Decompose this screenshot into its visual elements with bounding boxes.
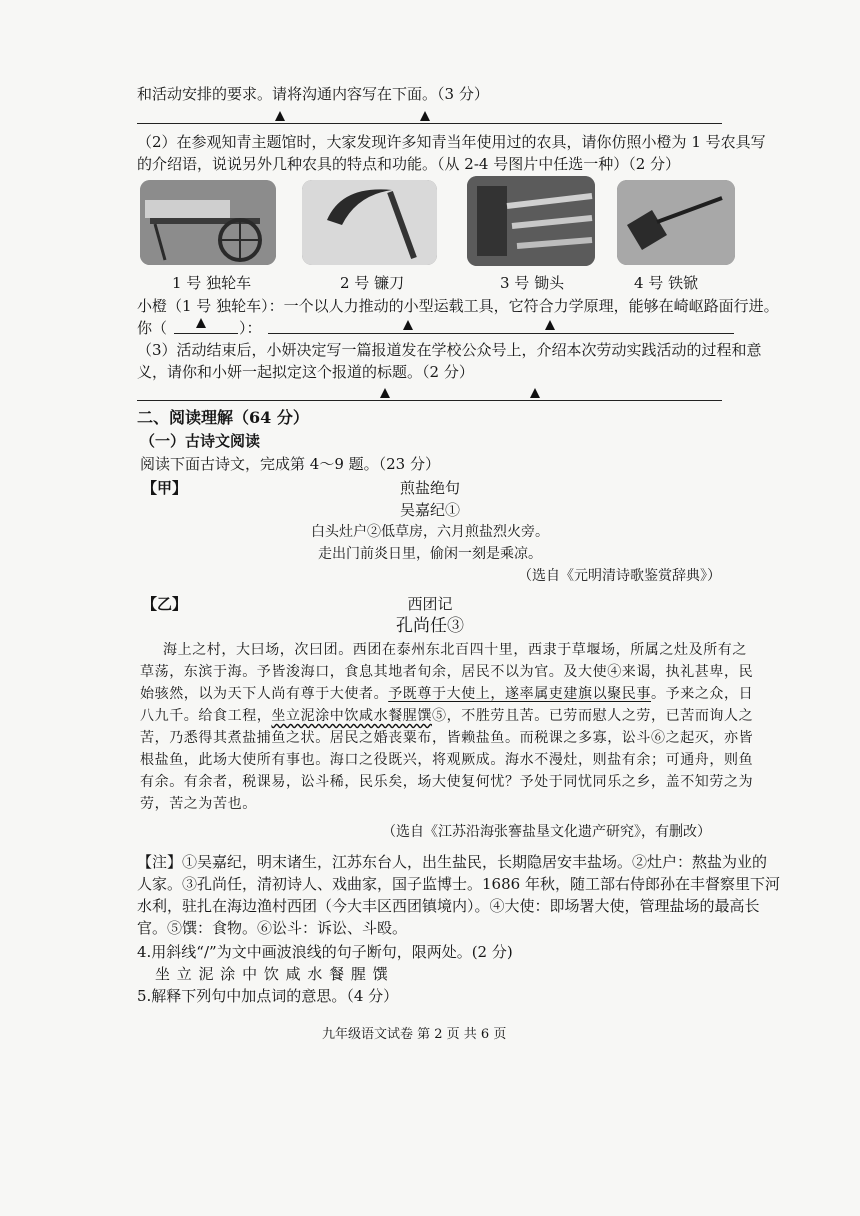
answer-marker-icon — [545, 320, 555, 330]
poem-line-1: 白头灶户②低草房，六月煎盐烈火旁。 — [311, 524, 549, 540]
prose-line-4-note: ⑤ — [432, 708, 447, 724]
reading-instruction: 阅读下面古诗文，完成第 4～9 题。（23 分） — [140, 455, 440, 473]
wavy-sentence: 坐立泥涂中饮咸水餐腥馔 — [271, 708, 433, 724]
tool-intro-answer-line[interactable] — [268, 333, 734, 334]
prose-line-6: 根盐鱼，此场大使所有事也。海口之役既兴，将观厥成。海水不漫灶，则盐有余；可通舟，则鱼 — [140, 752, 754, 768]
sickle-photo — [302, 180, 437, 265]
prose-line-3b: 。予来之众，日 — [651, 686, 754, 702]
q3-2-line1: （2）在参观知青主题馆时，大家发现许多知青当年使用过的农具，请你仿照小橙为 1 号农具写 — [137, 133, 766, 151]
tool-caption-1: 1 号 独轮车 — [172, 274, 252, 292]
answer-marker-icon — [420, 111, 430, 121]
q3-3-line2: 义，请你和小妍一起拟定这个报道的标题。（2 分） — [137, 363, 474, 381]
headline-answer-line[interactable] — [137, 400, 722, 401]
answer-marker-icon — [380, 388, 390, 398]
wheelbarrow-icon — [140, 180, 276, 265]
poem-line-2: 走出门前炎日里，偷闲一刻是乘凉。 — [318, 546, 542, 562]
hoe-photo — [467, 176, 595, 266]
prose-title: 西团记 — [407, 595, 453, 613]
xiaocheng-intro: 小橙（1 号 独轮车）：一个以人力推动的小型运载工具，它符合力学原理，能够在崎岖路面行进。 — [137, 297, 779, 315]
poem-source: （选自《元明清诗歌鉴赏辞典》） — [518, 568, 721, 584]
question-5: 5.解释下列句中加点词的意思。（4 分） — [137, 987, 399, 1005]
q3-2-line2: 的介绍语，说说另外几种农具的特点和功能。（从 2-4 号图片中任选一种）（2 分） — [137, 155, 681, 173]
tool-caption-2: 2 号 镰刀 — [340, 274, 405, 292]
shovel-icon — [617, 180, 735, 265]
notes-line-4: 官。⑤馔：食物。⑥讼斗：诉讼、斗殴。 — [137, 919, 408, 937]
prose-line-4a: 八九千。给食工程， — [140, 708, 272, 724]
prose-line-8: 劳，苦之为苦也。 — [140, 796, 257, 812]
section-title: 二、阅读理解（64 分） — [137, 408, 309, 427]
prose-line-7: 有余。有余者，税课易，讼斗稀，民乐矣，场大使复何忧？予处于同忧同乐之乡，盖不知劳之为 — [140, 774, 754, 790]
notes-line-1: 【注】①吴嘉纪，明末诸生，江苏东台人，出生盐民，长期隐居安丰盐场。②灶户：熬盐为业的 — [137, 853, 768, 871]
answer-marker-icon — [403, 320, 413, 330]
jia-tag: 【甲】 — [142, 479, 188, 497]
question-4: 4.用斜线“/”为文中画波浪线的句子断句，限两处。(2 分) — [137, 943, 513, 961]
prose-line-3a: 始骇然，以为天下人尚有尊于大使者。 — [140, 686, 389, 702]
poem-title: 煎盐绝句 — [399, 479, 460, 497]
shovel-photo — [617, 180, 735, 265]
prose-line-4b: ，不胜劳且苦。已劳而慰人之劳，已苦而询人之 — [446, 708, 754, 724]
wheelbarrow-photo — [140, 180, 276, 265]
notes-line-3: 水利，驻扎在海边渔村西团（今大丰区西团镇境内）。④大使：即场署大使，管理盐场的最高长 — [137, 897, 760, 915]
prose-line-5: 苦，乃悉得其煮盐捕鱼之状。居民之婚丧粟布，皆赖盐鱼。而税课之多寡，讼斗⑥之起灭，亦皆 — [140, 730, 754, 746]
tool-caption-3: 3 号 锄头 — [500, 274, 565, 292]
answer-marker-icon — [530, 388, 540, 398]
answer-marker-icon — [275, 111, 285, 121]
notes-line-2: 人家。③孔尚任，清初诗人、戏曲家，国子监博士。1686 年秋，随工部右侍郎孙在丰督察里下河 — [137, 875, 780, 893]
underlined-sentence: 予既尊于大使上，遂率属吏建旗以聚民事 — [388, 686, 652, 702]
prose-source: （选自《江苏沿海张謇盐垦文化遗产研究》，有删改） — [382, 824, 711, 840]
prose-line-1: 海上之村，大曰场，次曰团。西团在泰州东北百四十里，西隶于草堰场，所属之灶及所有之 — [163, 642, 747, 658]
hoe-icon — [467, 176, 595, 266]
ni-label: 你（ — [137, 319, 168, 337]
sickle-icon — [302, 180, 437, 265]
tool-caption-4: 4 号 铁锨 — [634, 274, 699, 292]
page-footer: 九年级语文试卷 第 2 页 共 6 页 — [322, 1027, 507, 1042]
prose-author: 孔尚任③ — [396, 616, 464, 636]
subsection-title: （一）古诗文阅读 — [140, 432, 261, 450]
answer-marker-icon — [196, 318, 206, 328]
yi-tag: 【乙】 — [142, 595, 188, 613]
q3-3-line1: （3）活动结束后，小妍决定写一篇报道发在学校公众号上，介绍本次劳动实践活动的过程和意 — [137, 341, 762, 359]
answer-line[interactable] — [137, 123, 722, 124]
prose-line-3 — [140, 684, 753, 704]
prose-line-2: 草荡，东滨于海。予皆浚海口，食息其地者旬余，居民不以为官。及大使④来谒，执礼甚卑，民 — [140, 664, 754, 680]
poem-author: 吴嘉纪① — [399, 501, 460, 519]
q3-tail-text: 和活动安排的要求。请将沟通内容写在下面。（3 分） — [137, 85, 489, 103]
tool-choice-line[interactable] — [174, 333, 238, 334]
ni-close-label: ）： — [239, 319, 262, 337]
question-4-sentence[interactable]: 坐 立 泥 涂 中 饮 咸 水 餐 腥 馔 — [155, 965, 389, 983]
prose-line-4 — [140, 706, 753, 726]
